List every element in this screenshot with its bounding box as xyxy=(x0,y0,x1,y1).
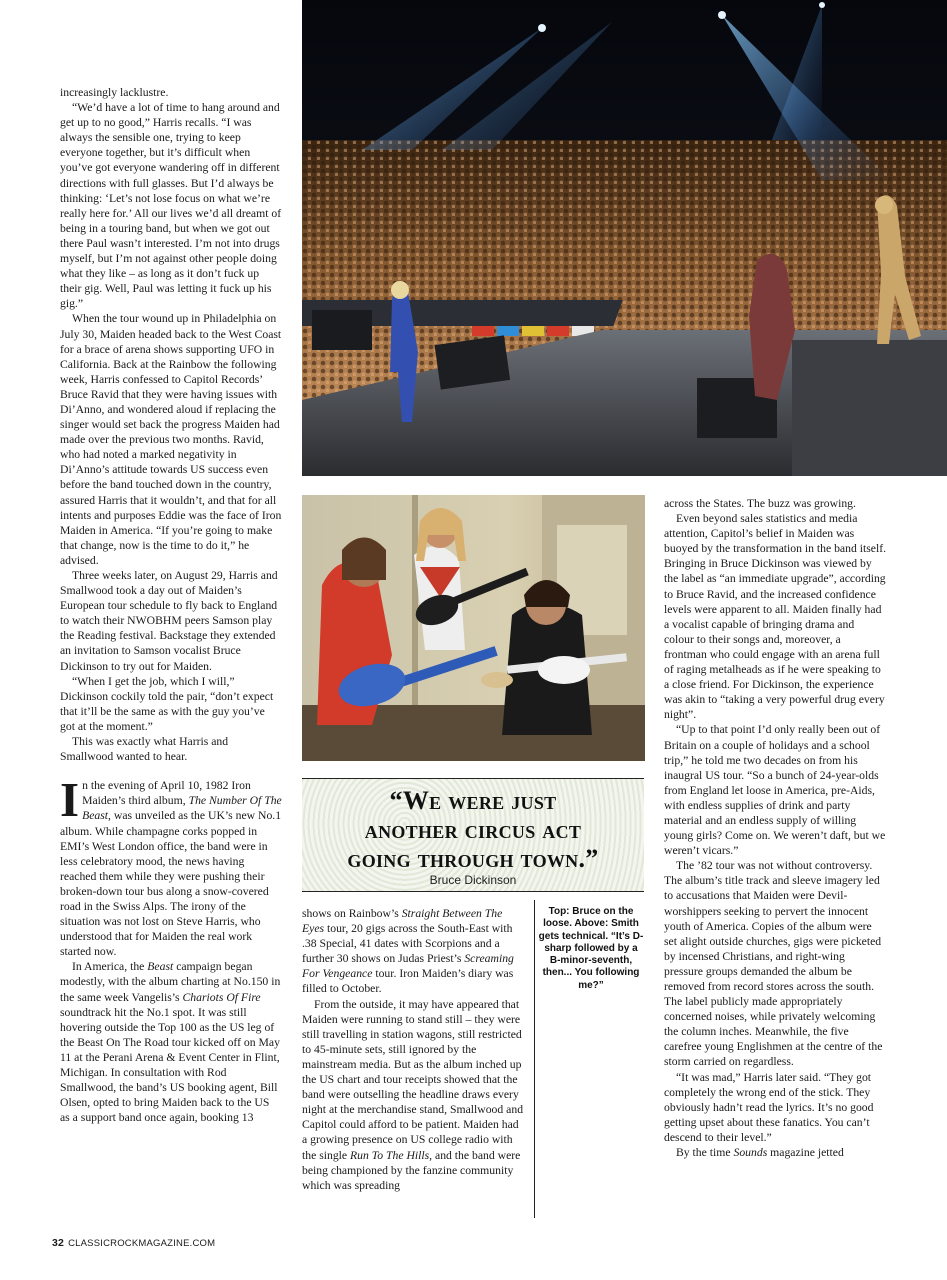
paragraph: Three weeks later, on August 29, Harris and Smallwood took a day out of Maiden’s European tour schedule to fly back to England to watch their NWOBHM peers Samson play the Reading festival. Backstage they extended an invitation to Samson vocalist Bruce Dickinson to try out for Maiden. xyxy=(60,569,278,673)
paragraph: across the States. The buzz was growing. xyxy=(664,497,856,510)
article-column-2 xyxy=(302,906,524,1193)
paragraph: The ’82 tour was not without controversy. The album’s title track and sleeve imagery led to accusations that Maiden were Devil-worshippers seeking to pervert the innocent youth of America. Copies of the album were set alight outside churches, gigs were picketed by incensed Christians, and right-wing pressure groups demanded the album be removed from record stores across the south. The label publicly made appropriately concerned noises, while privately welcoming the column inches. Meanwhile, the five carefree young Englishmen at the centre of the storm carried on regardless. xyxy=(664,859,883,1069)
paragraph: This was exactly what Harris and Smallwood wanted to hear. xyxy=(60,735,229,764)
rehearsal-photo-illustration xyxy=(302,495,645,761)
article-column-3 xyxy=(664,496,886,1160)
dropcap-paragraph: In the evening of April 10, 1982 Iron Maiden’s third album, The Number Of The Beast, was unveiled as the UK’s new No.1 album. While champagne corks popped in EMI’s West London office, the band were in less celebratory mood, the news having reached them while they were pushing their broken-down tour bus along a snow-covered road in the Swiss Alps. The irony of the situation was not lost on Steve Harris, who understood that for Maiden the real work started now. xyxy=(60,772,282,959)
paragraph: In America, the Beast campaign began modestly, with the album charting at No.150 in the same week Vangelis’s Chariots Of Fire soundtrack hit the No.1 spot. It was still hovering outside the Top 100 as the US leg of the Beast On The Road tour kicked off on May 11 at the Perani Arena & Event Center in Flint, Michigan. In consultation with Rod Smallwood, the band’s US booking agent, Bill Olsen, opted to bring Maiden back to the US as a support band once again, booking 13 xyxy=(60,960,281,1125)
page-footer xyxy=(52,1237,215,1249)
band-rehearsal-photo xyxy=(302,495,645,761)
paragraph: “When I get the job, which I will,” Dickinson cockily told the pair, “don’t expect that it’ll be the same as with the guy you’ve got at the moment.” xyxy=(60,674,274,733)
page-number: 32 xyxy=(52,1237,65,1249)
paragraph: “We’d have a lot of time to hang around and get up to no good,” Harris recalls. “I was always the sensible one, trying to keep everyone together, but it’s difficult when you’ve got everyone wandering off in different directions with full glasses. But I’d always be thinking: ‘Let’s not lose focus on what we’re really here for.’ All our lives we’d all dreamt of being in a touring band, but when we got out there Paul wasn’t interested. I’m not into drugs myself, but I’m not against other people doing what they like – as long as it don’t fuck up their gig. Well, Paul was letting it fuck up his gig.” xyxy=(60,101,282,311)
paragraph: shows on Rainbow’s Straight Between The Eyes tour, 20 gigs across the South-East with .38 Special, 41 dates with Scorpions and a further 30 shows on Judas Priest’s Screaming For Vengeance tour. Iron Maiden’s diary was filled to October. xyxy=(302,907,514,996)
paragraph: When the tour wound up in Philadelphia on July 30, Maiden headed back to the West Coast for a brace of arena shows supporting UFO in California. Back at the Rainbow the following week, Harris confessed to Capitol Records’ Bruce Ravid that they were having issues with Di’Anno, and wondered aloud if replacing the singer would set back the progress Maiden had made over the previous two months. Ravid, who had noted a marked negativity in Di’Anno’s attitude towards US success even before the band touched down in the country, assured Harris that it wouldn’t, and that for all intents and purposes Eddie was the face of Iron Maiden in America. “If you’re going to make that change, now is the time to do it,” he advised. xyxy=(60,312,282,567)
paragraph: Even beyond sales statistics and media attention, Capitol’s belief in Maiden was buoyed by the transformation in the band itself. Bringing in Bruce Dickinson was viewed by the label as “an immediate upgrade”, according to Bruce Ravid, and the increased confidence levels were apparent to all. Maiden finally had a vocalist capable of bringing drama and colour to their songs and, moreover, a frontman who could engage with an arena full of raging metalheads as if he were speaking to a close friend. For Dickinson, the experience was akin to “taking a very powerful drug every night”. xyxy=(664,512,887,722)
paragraph: “It was mad,” Harris later said. “They got completely the wrong end of the stick. They obviously hadn’t read the lyrics. It’s no good getting upset about these fanatics. You can’t descend to their level.” xyxy=(664,1070,874,1144)
pull-quote-attribution: Bruce Dickinson xyxy=(429,873,517,887)
paragraph: increasingly lacklustre. xyxy=(60,86,169,99)
concert-stage-photo xyxy=(302,0,947,476)
drop-cap: I xyxy=(60,772,80,828)
paragraph: From the outside, it may have appeared that Maiden were running to stand still – they were still travelling in station wagons, still restricted to 45-minute sets, still ignored by the mainstream media. But as the album inched up the US chart and tour receipts showed that the band were outselling the headline draws every night at the merchandise stand, Smallwood and Capitol could afford to be patient. Maiden had a growing presence on US college radio with the single Run To The Hills, and the band were being championed by the fanzine community which was spreading xyxy=(302,997,524,1192)
footer-site: CLASSICROCKMAGAZINE.COM xyxy=(68,1238,216,1249)
paragraph: By the time Sounds magazine jetted xyxy=(676,1146,844,1160)
concert-photo-illustration xyxy=(302,0,947,476)
photo-caption: Top: Bruce on the loose. Above: Smith gets technical. “It’s D-sharp followed by a B-minor-seventh, then... You following me?” xyxy=(538,906,644,991)
article-column-1 xyxy=(60,85,282,1125)
paragraph: “Up to that point I’d only really been out of Britain on a couple of holidays and a school trip,” he told me two decades on from his inaugral US tour. “So a bunch of 24-year-olds from England let loose in America, pre-Aids, with endless supplies of drink and party material and an endless supply of willing young girls? Come on. We weren’t daft, but we weren’t vicars.” xyxy=(664,723,886,858)
album-title: The Number Of The Beast xyxy=(82,794,282,823)
pull-quote xyxy=(302,778,644,892)
column-divider xyxy=(534,900,535,1218)
pull-quote-text: “We were just another circus act going through town.” xyxy=(347,786,599,873)
